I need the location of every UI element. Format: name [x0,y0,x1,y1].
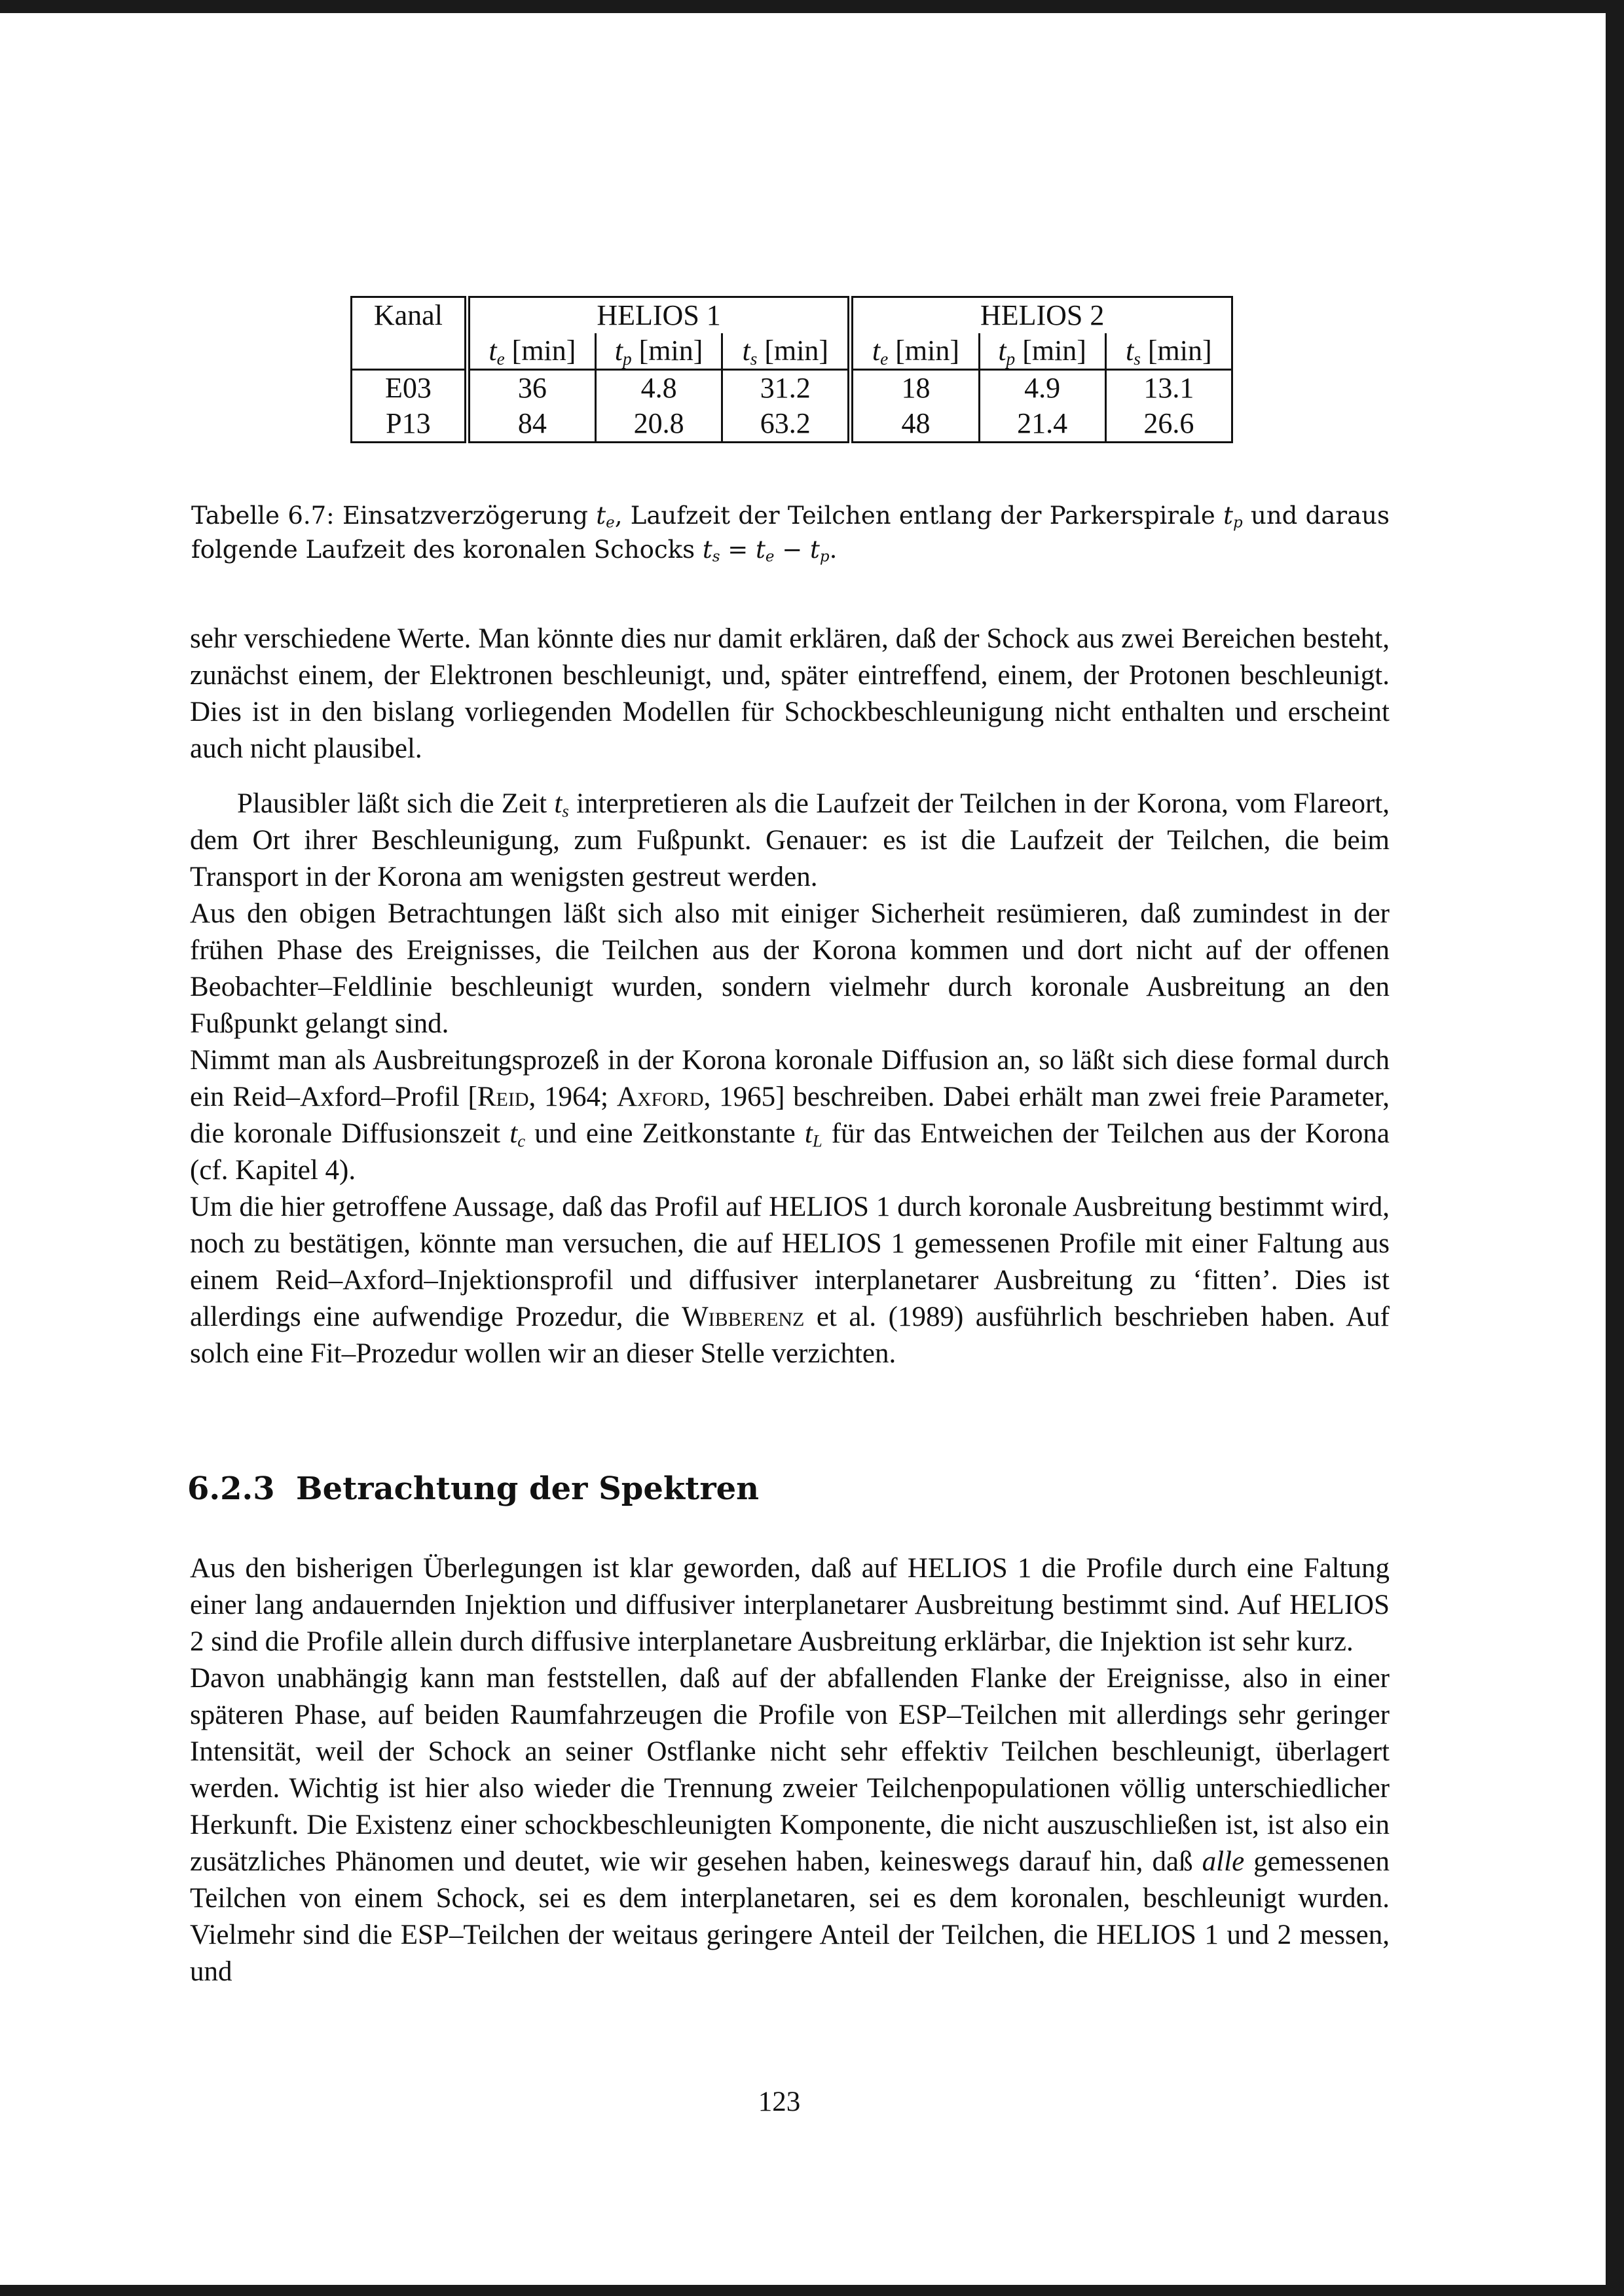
subheader-cell: $t_s$ [min] [1105,333,1232,370]
scan-border-top [0,0,1624,13]
table-subheader-row [352,333,1232,370]
body-block-2 [190,786,1390,1372]
paragraph: Aus den obigen Betrachtungen läßt sich also mit einiger Sicherheit resümieren, daß zumindest in der frühen Phase des Ereignisses, die Teilchen aus der Korona kommen und dort nicht auf der offenen Beobachter–Feldlinie beschleunigt wurden, sondern vielmehr durch koronale Ausbreitung an den Fußpunkt gelangt sind. [190,898,1390,1039]
header-helios2: HELIOS 2 [851,297,1232,334]
table-cell: 4.9 [979,370,1105,407]
section-title: Betrachtung der Spektren [296,1470,760,1507]
table-cell: 26.6 [1105,406,1232,443]
body-block-1 [190,621,1390,767]
subheader-cell: $t_e$ [min] [467,333,595,370]
scan-border-right [1606,0,1624,2296]
table-row [352,370,1232,407]
subheader-cell: $t_p$ [min] [979,333,1105,370]
section-heading [187,1469,759,1508]
data-table [350,296,1233,443]
header-helios1: HELIOS 1 [467,297,851,334]
table-cell: 48 [851,406,979,443]
table-cell-kanal: E03 [352,370,468,407]
table-caption: Tabelle 6.7: Einsatzverzögerung $t_e$, Laufzeit der Teilchen entlang der Parkerspirale $t_p$ und daraus folgende Laufzeit des koronalen Schocks $t_s = t_e - t_p$. [191,501,1390,566]
table-row [352,406,1232,443]
table-cell: 13.1 [1105,370,1232,407]
header-kanal-spacer [352,333,468,370]
paragraph: Davon unabhängig kann man feststellen, daß auf der abfallenden Flanke der Ereignisse, also in einer späteren Phase, auf beiden Raumfahrzeugen die Profile von ESP–Teilchen mit allerdings sehr geringer Intensität, weil der Schock an seiner Ostflanke nicht sehr effektiv Teilchen beschleunigt, überlagert werden. Wichtig ist hier also wieder die Trennung zweier Teilchenpopulationen völlig unterschiedlicher Herkunft. Die Existenz einer schockbeschleunigten Komponente, die nicht auszuschließen ist, ist also ein zusätzliches Phänomen und deutet, wie wir gesehen haben, keineswegs darauf hin, daß alle gemessenen Teilchen von einem Schock, sei es dem interplanetaren, sei es dem koronalen, beschleunigt wurden. Vielmehr sind die ESP–Teilchen der weitaus geringere Anteil der Teilchen, die HELIOS 1 und 2 messen, und [190,1663,1390,1987]
subheader-cell: $t_p$ [min] [595,333,722,370]
header-kanal: Kanal [352,297,468,334]
table-cell: 63.2 [722,406,851,443]
table-header-row [352,297,1232,334]
paragraph: Um die hier getroffene Aussage, daß das Profil auf HELIOS 1 durch koronale Ausbreitung bestimmt wird, noch zu bestätigen, könnte man versuchen, die auf HELIOS 1 gemessenen Profile mit einer Faltung aus einem Reid–Axford–Injektionsprofil und diffusiver interplanetarer Ausbreitung zu ‘fitten’. Dies ist allerdings eine aufwendige Prozedur, die Wibberenz et al. (1989) ausführlich beschrieben haben. Auf solch eine Fit–Prozedur wollen wir an dieser Stelle verzichten. [190,1192,1390,1369]
paragraph: Nimmt man als Ausbreitungsprozeß in der Korona koronale Diffusion an, so läßt sich diese formal durch ein Reid–Axford–Profil [Reid, 1964; Axford, 1965] beschreiben. Dabei erhält man zwei freie Parameter, die koronale Diffusionszeit $t_c$ und eine Zeitkonstante $t_L$ für das Entweichen der Teilchen aus der Korona (cf. Kapitel 4). [190,1045,1390,1186]
paragraph: sehr verschiedene Werte. Man könnte dies nur damit erklären, daß der Schock aus zwei Bereichen besteht, zunächst einem, der Elektronen beschleunigt, und, später eintreffend, einem, der Protonen beschleunigt. Dies ist in den bislang vorliegenden Modellen für Schockbeschleunigung nicht enthalten und erscheint auch nicht plausibel. [190,623,1390,764]
table-cell: 36 [467,370,595,407]
table-cell: 4.8 [595,370,722,407]
scan-border-bottom [0,2285,1624,2296]
subheader-cell: $t_s$ [min] [722,333,851,370]
table-cell: 31.2 [722,370,851,407]
table-cell: 84 [467,406,595,443]
table-cell: 20.8 [595,406,722,443]
paragraph: Aus den bisherigen Überlegungen ist klar geworden, daß auf HELIOS 1 die Profile durch eine Faltung einer lang andauernden Injektion und diffusiver interplanetarer Ausbreitung bestimmt sind. Auf HELIOS 2 sind die Profile allein durch diffusive interplanetare Ausbreitung erklärbar, die Injektion ist sehr kurz. [190,1553,1390,1657]
table-cell: 18 [851,370,979,407]
caption-label: Tabelle 6.7: [191,501,335,530]
page-number: 123 [758,2086,801,2117]
table-cell: 21.4 [979,406,1105,443]
subheader-cell: $t_e$ [min] [851,333,979,370]
paragraph: Plausibler läßt sich die Zeit $t_s$ interpretieren als die Laufzeit der Teilchen in der Korona, vom Flareort, dem Ort ihrer Beschleunigung, zum Fußpunkt. Genauer: es ist die Laufzeit der Teilchen, die beim Transport in der Korona am wenigsten gestreut werden. [190,788,1390,892]
section-number: 6.2.3 [187,1470,275,1507]
table-cell-kanal: P13 [352,406,468,443]
body-block-3 [190,1550,1390,1990]
